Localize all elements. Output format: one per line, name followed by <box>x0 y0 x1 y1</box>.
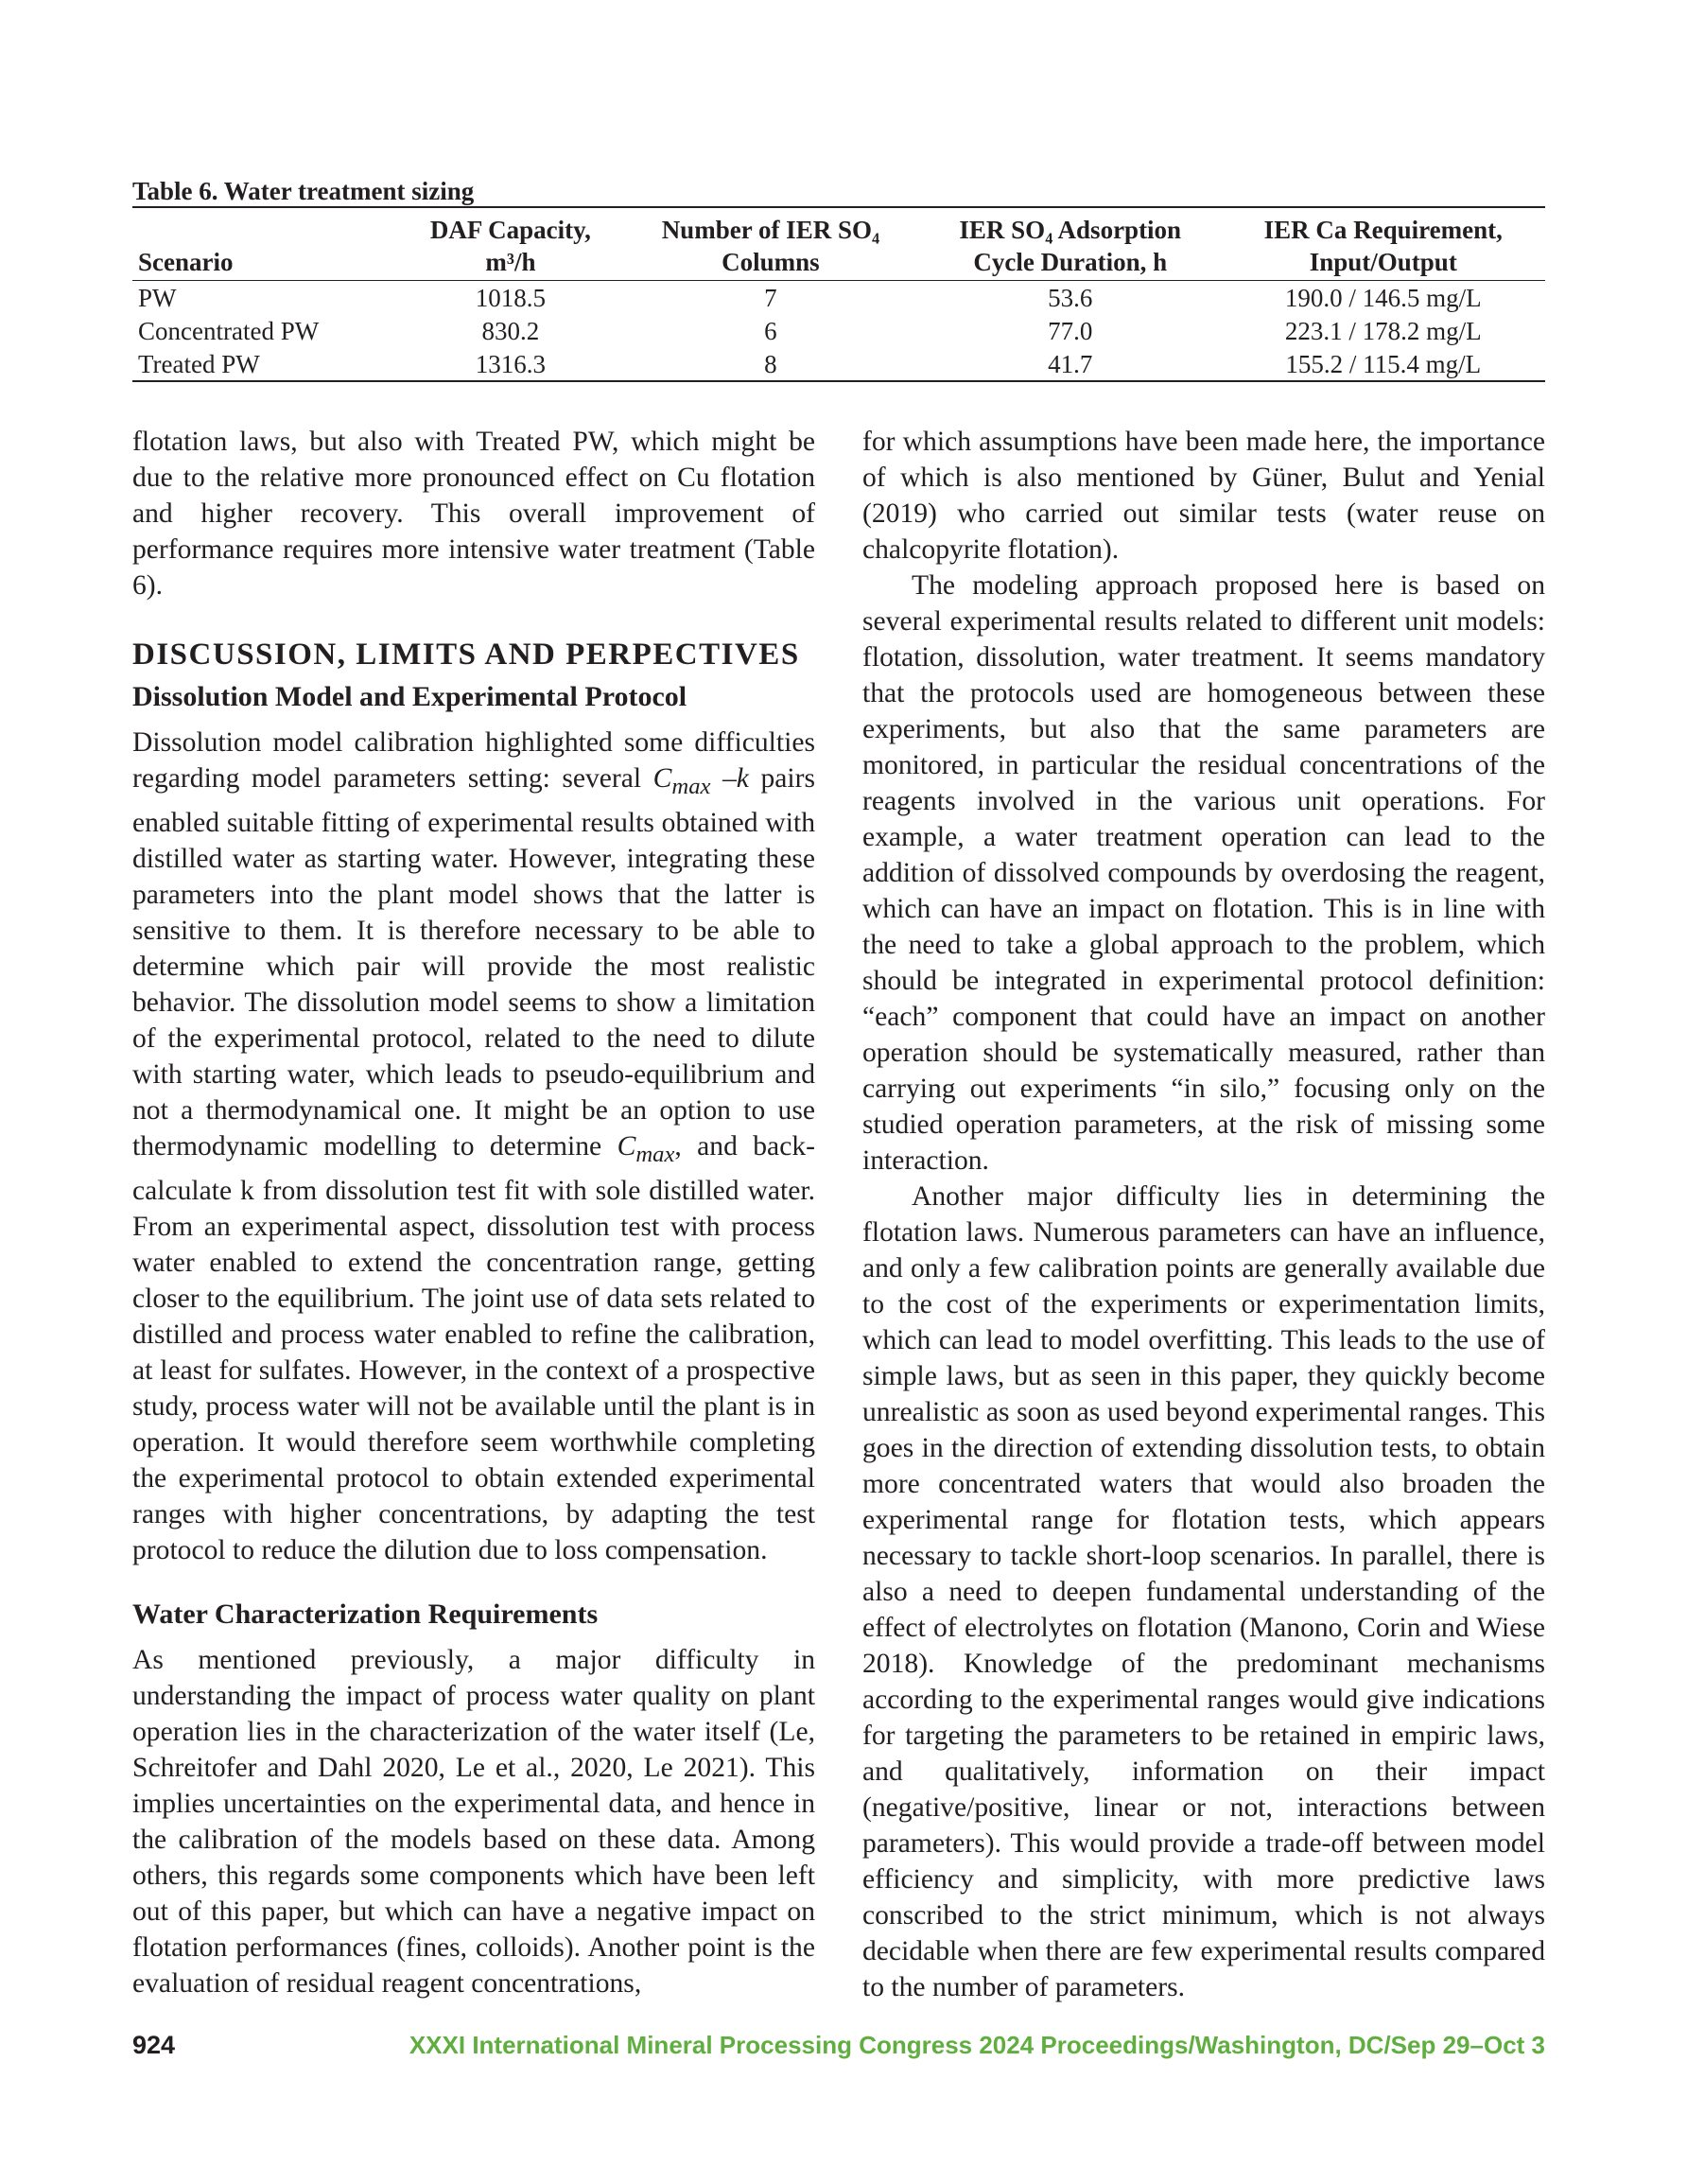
math-symbol: k <box>736 763 749 794</box>
table-cell: 6 <box>764 316 777 345</box>
table-cell: Treated PW <box>132 347 399 381</box>
table-header-cell: IER Ca Requirement, Input/Output <box>1222 207 1545 281</box>
table-cell: Concentrated PW <box>138 316 320 345</box>
table-header-cell: Number of IER SO₄ Columns <box>622 207 919 281</box>
paragraph: Dissolution model calibration highlighted some difficulties regarding model parameters setting: several $C_{max}$ –k pairs enabled suitable fitting of experimental results obtained with distilled water as starting water. However, integrating these parameters into the plant model shows that the latter is sensitive to them. It is therefore necessary to be able to determine which pair will provide the most realistic behavior. The dissolution model seems to show a limitation of the experimental protocol, related to the need to dilute with starting water, which leads to pseudo-equilibrium and not a thermodynamical one. It might be an option to use thermodynamic modelling to determine $C_{max}$, and back-calculate k from dissolution test fit with sole distilled water. From an experimental aspect, dissolution test with process water enabled to extend the concentration range, getting closer to the equilibrium. The joint use of data sets related to distilled and process water enabled to refine the calibration, at least for sulfates. However, in the context of a prospective study, process water will not be available until the plant is in operation. It would therefore seem worthwhile completing the experimental protocol to obtain extended experimental ranges with higher concentrations, by adapting the test protocol to reduce the dilution due to loss compensation. <box>132 727 815 1565</box>
table-cell: 155.2 / 115.4 mg/L <box>1222 347 1545 381</box>
table-header-row <box>132 207 1545 281</box>
table-header-cell: IER SO₄ Adsorption Cycle Duration, h <box>919 207 1222 281</box>
paragraph: The modeling approach proposed here is based on several experimental results related to different unit models: flotation, dissolution, water treatment. It seems mandatory that the protocols used are homogeneous between these experiments, but also that the same parameters are monitored, in particular the residual concentrations of the reagents involved in the various unit operations. For example, a water treatment operation can lead to the addition of dissolved compounds by overdosing the reagent, which can have an impact on flotation. This is in line with the need to take a global approach to the problem, which should be integrated in experimental protocol definition: “each” component that could have an impact on another operation should be systematically measured, rather than carrying out experiments “in silo,” focusing only on the studied operation parameters, at the risk of missing some interaction. <box>862 570 1545 1176</box>
table-cell: 1018.5 <box>475 283 547 312</box>
water-treatment-table <box>132 206 1545 382</box>
table-row <box>132 347 1545 381</box>
subsection-heading: Dissolution Model and Experimental Protocol <box>132 681 687 712</box>
table-cell: 7 <box>764 283 777 312</box>
table-header-cell: DAF Capacity, m³/h <box>399 207 622 281</box>
right-column <box>862 424 1545 2005</box>
table-row <box>132 281 1545 315</box>
table-cell: 8 <box>622 347 919 381</box>
table-cell: 1316.3 <box>399 347 622 381</box>
table-caption: Table 6. Water treatment sizing <box>132 177 475 205</box>
paragraph: for which assumptions have been made here, the importance of which is also mentioned by Güner, Bulut and Yenial (2019) who carried out similar tests (water reuse on chalcopyrite flotation). <box>862 427 1545 565</box>
math-symbol: $C_{max}$ <box>617 1130 675 1167</box>
table-cell: 830.2 <box>481 316 540 345</box>
table-cell: 190.0 / 146.5 mg/L <box>1284 283 1482 312</box>
paragraph: As mentioned previously, a major difficulty in understanding the impact of process water quality on plant operation lies in the characterization of the water itself (Le, Schreitofer and Dahl 2020, Le et al., 2020, Le 2021). This implies uncertainties on the experimental data, and hence in the calibration of the models based on these data. Among others, this regards some components which have been left out of this paper, but which can have a negative impact on flotation performances (fines, colloids). Another point is the evaluation of residual reagent concentrations, <box>132 1644 815 1999</box>
table-header-cell: Scenario <box>132 207 399 281</box>
table-cell: 223.1 / 178.2 mg/L <box>1284 316 1482 345</box>
section-heading: DISCUSSION, LIMITS AND PERPECTIVES <box>132 638 800 672</box>
table-cell: PW <box>138 283 177 312</box>
paragraph: Another major difficulty lies in determining the flotation laws. Numerous parameters can have an influence, and only a few calibration points are generally available due to the cost of the experiments or experimentation limits, which can lead to model overfitting. This leads to the use of simple laws, but as seen in this paper, they quickly become unrealistic as soon as used beyond experimental ranges. This goes in the direction of extending dissolution tests, to obtain more concentrated waters that would also broaden the experimental range for flotation tests, which appears necessary to tackle short-loop scenarios. In parallel, there is also a need to deepen fundamental understanding of the effect of electrolytes on flotation (Manono, Corin and Wiese 2018). Knowledge of the predominant mechanisms according to the experimental ranges would give indications for targeting the parameters to be retained in empiric laws, and qualitatively, information on their impact (negative/positive, linear or not, interactions between parameters). This would provide a trade-off between model efficiency and simplicity, with more predictive laws conscribed to the strict minimum, which is not always decidable when there are few experimental results compared to the number of parameters. <box>862 1181 1545 2002</box>
running-head: XXXI International Mineral Processing Congress 2024 Proceedings/Washington, DC/Sep 29–Oct 3 <box>409 2031 1545 2059</box>
table-row <box>132 314 1545 347</box>
left-column <box>132 424 815 2001</box>
table-cell: 53.6 <box>1048 283 1093 312</box>
paragraph: flotation laws, but also with Treated PW, which might be due to the relative more pronounced effect on Cu flotation and higher recovery. This overall improvement of performance requires more intensive water treatment (Table 6). <box>132 427 815 601</box>
table-cell: 77.0 <box>1048 316 1093 345</box>
page-number: 924 <box>132 2031 176 2059</box>
math-symbol: $C_{max}$ <box>652 763 711 799</box>
table-cell: 41.7 <box>919 347 1222 381</box>
subsection-heading: Water Characterization Requirements <box>132 1598 599 1630</box>
